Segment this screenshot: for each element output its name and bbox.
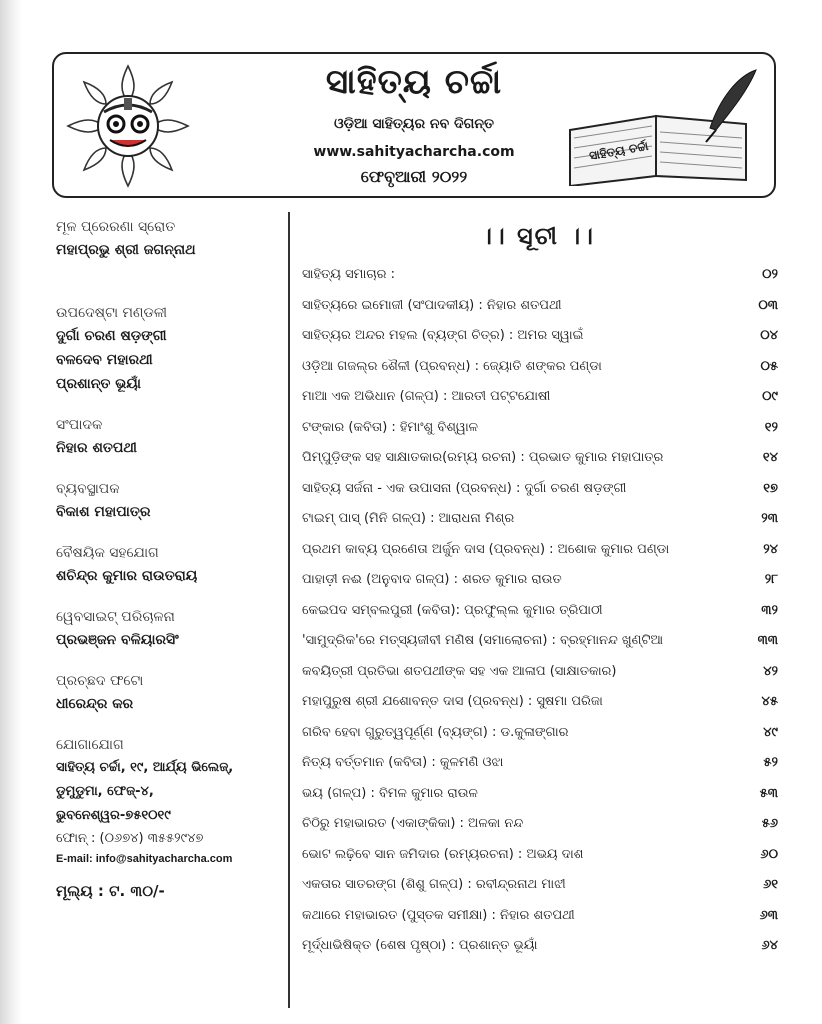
contact-address-line: ସାହିତ୍ୟ ଚର୍ଚ୍ଚା, ୧୯, ଆର୍ଯ୍ୟ ଭିଲେଜ୍, [56,760,234,775]
toc-entry-title: ପ୍ରଥମ କାବ୍ୟ ପ୍ରଣେତା ଅର୍ଜୁନ ଦାସ (ପ୍ରବନ୍ଧ) : ଅଶୋକ କୁମାର ପଣ୍ଡା [302,541,670,557]
toc-entry-title: ଭୋଟ ଲଢ଼ିବେ ସାନ ଜମିଦାର (ରମ୍ୟରଚନା) : ଅଭୟ ଦାଶ [302,846,584,862]
credit-cover-photo [56,670,281,716]
toc-entry [302,931,778,962]
toc-entry-title: ଟଙ୍କାର (କବିତା) : ହିମାଂଶୁ ବିଶ୍ୱାଳ [302,419,479,435]
toc-entry [302,626,778,657]
toc-entry-title: କେଇପଦ ସମ୍ବଲପୁରୀ (କବିତା): ପ୍ରଫୁଲ୍ଲ କୁମାର ତ୍ରିପାଠୀ [302,602,603,618]
toc-entry [302,565,778,596]
toc-entry-page: ୪୫ [761,694,778,709]
credit-technical [56,542,281,588]
toc-entry-page: ୫୩ [759,785,778,801]
toc-entry-page: ୨୩ [761,511,778,526]
credit-name: ବିକାଶ ମହାପାତ୍ର [56,504,151,520]
toc-entry [302,657,778,688]
credit-name: ଦୁର୍ଗା ଚରଣ ଷଡ଼ଙ୍ଗୀ [56,328,167,344]
toc-entry-page: ୨୮ [764,572,778,587]
toc-entry [302,504,778,535]
table-of-contents [302,260,778,962]
credit-manager [56,478,281,524]
toc-entry [302,870,778,901]
toc-entry [302,535,778,566]
toc-entry-page: ୬୦ [760,846,778,862]
issue-date: ଫେବୃଆରୀ ୨୦୨୨ [360,167,468,186]
contact-phone: ଫୋନ୍ : (୦୬୭୪) ୩୫୫୨୯୪୭ [56,831,204,846]
toc-entry [302,748,778,779]
toc-entry-page: ୧୨ [764,419,778,435]
toc-entry [302,260,778,291]
toc-entry [302,596,778,627]
magazine-title: ସାହିତ୍ୟ ଚର୍ଚ୍ଚା [325,62,503,102]
credit-label: ପ୍ରଚ୍ଛଦ ଫଟୋ [56,673,144,689]
toc-entry [302,718,778,749]
credit-label: ଉପଦେଷ୍ଟା ମଣ୍ଡଳୀ [56,305,168,321]
toc-entry-page: ୩୩ [757,633,778,648]
credit-name: ମହାପ୍ରଭୁ ଶ୍ରୀ ଜଗନ୍ନାଥ [56,242,196,258]
toc-entry [302,321,778,352]
magazine-tagline: ଓଡ଼ିଆ ସାହିତ୍ୟର ନବ ଦିଗନ୍ତ [333,116,495,132]
toc-entry [302,443,778,474]
credit-label: ବୈଷୟିକ ସହଯୋଗ [56,545,159,561]
toc-entry-page: ୪୯ [763,724,778,740]
contact-label: ଯୋଗାଯୋଗ [56,737,124,753]
credit-advisory-board [56,302,281,396]
toc-entry-page: ୬୧ [763,877,778,892]
toc-entry-title: ମହାପୁରୁଷ ଶ୍ରୀ ଯଶୋବନ୍ତ ଦାସ (ପ୍ରବନ୍ଧ) : ସୁଷମା ପରିଜା [302,694,603,709]
credit-editor [56,414,281,460]
toc-entry-title: ଟାଇମ୍ ପାସ୍ (ମିନି ଗଳ୍ପ) : ଆରାଧନା ମିଶ୍ର [302,511,515,526]
toc-entry [302,779,778,810]
website-url: www.sahityacharcha.com [313,144,515,160]
toc-entry-title: ସାହିତ୍ୟରେ ଇମୋଜୀ (ସଂପାଦକୀୟ) : ନିହାର ଶତପଥୀ [302,297,562,313]
masthead [52,52,776,198]
price: ମୂଲ୍ୟ : ଟ. ୩୦/- [56,882,165,900]
credit-website [56,606,281,652]
toc-entry [302,352,778,383]
toc-entry [302,291,778,322]
toc-entry-title: କବୟିତ୍ରୀ ପ୍ରତିଭା ଶତପଥୀଙ୍କ ସହ ଏକ ଆଳାପ (ସାକ୍ଷାତକାର) [302,663,617,679]
toc-entry-title: ଭୟ (ଗଳ୍ପ) : ବିମଳ କୁମାର ରାଉଳ [302,785,478,801]
toc-entry-title: ମାଆ ଏକ ଅଭିଧାନ (ଗଳ୍ପ) : ଆରତୀ ପଟ୍ଟଯୋଷୀ [302,389,551,404]
toc-entry-title: ସାହିତ୍ୟ ସମାଚାର : [302,267,396,282]
toc-entry-title: କଥାରେ ମହାଭାରତ (ପୁସ୍ତକ ସମୀକ୍ଷା) : ନିହାର ଶତପଥୀ [302,907,575,923]
toc-entry [302,809,778,840]
toc-entry-page: ୦୪ [760,328,778,343]
contact-address-line: ଡୁମୁଡୁମା, ଫେଜ୍-୪, [56,784,154,799]
contact-address-line: ଭୁବନେଶ୍ୱର-୭୫୧୦୧୯ [56,808,171,823]
credit-name: ଶଚିନ୍ଦ୍ର କୁମାର ରାଉତରାୟ [56,568,198,584]
toc-entry-page: ୬୪ [761,938,778,953]
credit-name: ବଳଦେବ ମହାରଥୀ [56,352,153,368]
toc-entry-page: ୦୩ [758,297,778,313]
toc-entry-title: ପିମ୍ପୁଡ଼ିଙ୍କ ସହ ସାକ୍ଷାତକାର(ରମ୍ୟ ରଚନା) : ପ୍ରଭାତ କୁମାର ମହାପାତ୍ର [302,450,664,465]
toc-entry-title: ଏକତାର ସାତରଙ୍ଗ (ଶିଶୁ ଗଳ୍ପ) : ରବୀନ୍ଦ୍ରନାଥ ମାଝୀ [302,877,566,892]
contact-email: E-mail: info@sahityacharcha.com [56,853,233,865]
toc-entry-page: ୨୪ [763,541,778,557]
toc-entry [302,382,778,413]
toc-entry-title: ସାହିତ୍ୟର ଅନ୍ଦର ମହଲ (ବ୍ୟଙ୍ଗ ଚିତ୍ର) : ଅମର ସ୍ୱାଇଁ [302,328,584,343]
credit-label: ବ୍ୟବସ୍ଥାପକ [56,481,120,497]
toc-entry-page: ୦୫ [760,358,778,374]
credit-inspiration [56,216,281,262]
open-book-quill-icon [560,68,760,186]
toc-entry-page: ୦୨ [762,267,778,282]
credit-name: ପ୍ରଶାନ୍ତ ଭୂୟାଁ [56,376,141,392]
toc-entry [302,474,778,505]
toc-entry-title: ଗରିବ ହେବା ଗୁରୁତ୍ୱପୂର୍ଣ୍ଣ (ବ୍ୟଙ୍ଗ) : ଡ.କୁଳାଙ୍ଗାର [302,724,569,740]
toc-entry-title: ଓଡ଼ିଆ ଗଜଲ୍‌ର ଶୈଳୀ (ପ୍ରବନ୍ଧ) : ଜ୍ୟୋତି ଶଙ୍କର ପଣ୍ଡା [302,358,602,374]
column-divider [288,212,290,1008]
toc-entry-title: 'ସାମୁଦ୍ରିକ'ରେ ମତ୍ସ୍ୟଜୀବୀ ମଣିଷ (ସମାଲୋଚନା) : ବ୍ରହ୍ମାନନ୍ଦ ଖୁଣ୍ଟିଆ [302,633,664,648]
credit-name: ପ୍ରଭଞ୍ଜନ ବଳିୟାରସିଂ [56,632,179,648]
toc-entry-page: ୦୯ [762,389,778,404]
toc-entry-page: ୪୨ [763,663,778,679]
toc-entry-page: ୩୨ [761,602,778,618]
credit-label: ମୂଳ ପ୍ରେରଣା ସ୍ରୋତ [56,219,176,235]
toc-entry-title: ମୂର୍ଦ୍ଧାଭିଷିକ୍ତ (ଶେଷ ପୃଷ୍ଠା) : ପ୍ରଶାନ୍ତ ଭୂୟାଁ [302,938,538,953]
credit-name: ଧୀରେନ୍ଦ୍ର କର [56,696,134,712]
toc-entry-title: ଚିଠିରୁ ମହାଭାରତ (ଏକାଙ୍କିକା) : ଅଳକା ନନ୍ଦ [302,816,524,831]
toc-entry-title: ସାହିତ୍ୟ ସର୍ଜନା - ଏକ ଉପାସନା (ପ୍ରବନ୍ଧ) : ଦୁର୍ଗା ଚରଣ ଷଡ଼ଙ୍ଗୀ [302,480,627,496]
toc-entry-page: ୫୬ [761,816,778,831]
toc-entry [302,901,778,932]
toc-heading: ।। ସୂଚୀ ।। [481,222,595,250]
toc-entry [302,840,778,871]
toc-entry [302,687,778,718]
credit-label: ସଂପାଦକ [56,417,103,433]
toc-entry-page: ୫୨ [763,755,778,770]
toc-entry-page: ୧୪ [762,450,778,465]
credit-label: ୱେବସାଇଟ୍ ପରିଚାଳନା [56,609,175,625]
toc-entry-page: ୬୩ [759,907,778,923]
credit-name: ନିହାର ଶତପଥୀ [56,440,137,456]
book-label: ସାହିତ୍ୟ ଚର୍ଚ୍ଚା [588,138,650,163]
toc-entry-page: ୧୭ [763,480,778,496]
toc-entry [302,413,778,444]
contact-block [56,734,281,900]
page-edge-shadow [0,0,22,1024]
credits-sidebar [56,216,281,918]
toc-entry-title: ପାହାଡ଼ୀ ନଈ (ଅନୁବାଦ ଗଳ୍ପ) : ଶରତ କୁମାର ରାଉତ [302,572,562,587]
toc-entry-title: ନିତ୍ୟ ବର୍ତ୍ତମାନ (କବିତା) : କୁଳମଣି ଓଝା [302,755,504,770]
